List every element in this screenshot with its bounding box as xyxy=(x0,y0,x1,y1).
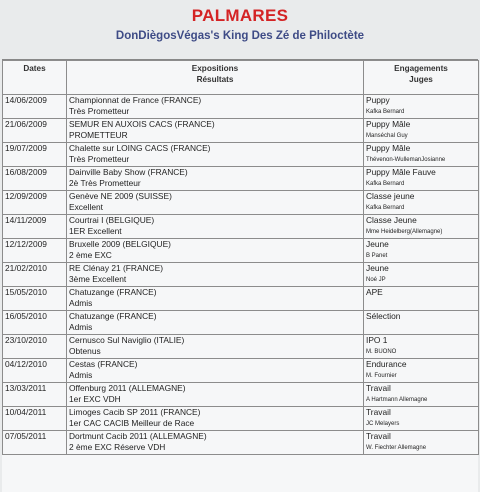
table-row xyxy=(3,407,479,431)
engagement-value: Puppy Mâle xyxy=(366,143,411,153)
engagement-cell xyxy=(364,287,479,311)
table-row xyxy=(3,215,479,239)
engagement-value: Puppy Mâle xyxy=(366,119,411,129)
engagement-cell xyxy=(364,143,479,167)
header-expositions xyxy=(67,61,364,95)
judge-value: Kafka Bernard xyxy=(366,205,405,211)
engagement-value: Travail xyxy=(366,431,391,441)
date-value: 19/07/2009 xyxy=(5,143,47,153)
engagement-cell xyxy=(364,431,479,455)
engagement-cell xyxy=(364,407,479,431)
date-value: 21/06/2009 xyxy=(5,119,47,129)
exposition-value: Chatuzange (FRANCE) xyxy=(69,287,157,297)
date-value: 07/05/2011 xyxy=(5,431,47,441)
exposition-value: SEMUR EN AUXOIS CACS (FRANCE) xyxy=(69,119,215,129)
result-value: 1er CAC CACIB Meilleur de Race xyxy=(69,418,195,428)
engagement-value: Sélection xyxy=(366,311,401,321)
exposition-value: Offenburg 2011 (ALLEMAGNE) xyxy=(69,383,186,393)
engagement-value: Jeune xyxy=(366,239,389,249)
result-value: Très Prometteur xyxy=(69,106,130,116)
exposition-cell xyxy=(67,383,364,407)
exposition-cell xyxy=(67,407,364,431)
judge-value: Mme Heidelberg(Allemagne) xyxy=(366,229,443,235)
date-cell xyxy=(3,167,67,191)
date-value: 04/12/2010 xyxy=(5,359,47,369)
engagement-value: Travail xyxy=(366,383,391,393)
engagement-value: APE xyxy=(366,287,383,297)
date-cell xyxy=(3,143,67,167)
exposition-value: Dainville Baby Show (FRANCE) xyxy=(69,167,188,177)
engagement-cell xyxy=(364,167,479,191)
header-engagements xyxy=(364,61,479,95)
engagement-cell xyxy=(364,191,479,215)
palmares-table-container xyxy=(2,59,478,492)
judge-value: Thévenon-WullemanJosianne xyxy=(366,157,446,163)
exposition-cell xyxy=(67,239,364,263)
header-resultats-label: Résultats xyxy=(196,75,234,84)
judge-value: Kafka Bernard xyxy=(366,109,405,115)
exposition-cell xyxy=(67,143,364,167)
table-row xyxy=(3,167,479,191)
judge-value: M. Fournier xyxy=(366,373,397,379)
date-value: 10/04/2011 xyxy=(5,407,47,417)
palmares-table xyxy=(2,60,479,455)
engagement-cell xyxy=(364,359,479,383)
engagement-value: Classe Jeune xyxy=(366,215,417,225)
date-cell xyxy=(3,287,67,311)
result-value: 2 ème EXC Réserve VDH xyxy=(69,442,166,452)
table-row xyxy=(3,383,479,407)
engagement-value: Puppy Mâle Fauve xyxy=(366,167,436,177)
table-row xyxy=(3,335,479,359)
date-cell xyxy=(3,383,67,407)
engagement-cell xyxy=(364,95,479,119)
date-value: 21/02/2010 xyxy=(5,263,47,273)
date-cell xyxy=(3,359,67,383)
table-row xyxy=(3,311,479,335)
header-juges-label: Juges xyxy=(409,75,433,84)
exposition-cell xyxy=(67,191,364,215)
judge-value: Noé JP xyxy=(366,277,386,283)
date-cell xyxy=(3,119,67,143)
result-value: Très Prometteur xyxy=(69,154,130,164)
date-cell xyxy=(3,407,67,431)
table-row xyxy=(3,143,479,167)
exposition-value: Genève NE 2009 (SUISSE) xyxy=(69,191,172,201)
date-value: 13/03/2011 xyxy=(5,383,47,393)
engagement-value: Classe jeune xyxy=(366,191,415,201)
date-value: 14/06/2009 xyxy=(5,95,47,105)
result-value: Admis xyxy=(69,370,93,380)
table-row xyxy=(3,431,479,455)
engagement-cell xyxy=(364,311,479,335)
judge-value: Kafka Bernard xyxy=(366,181,405,187)
engagement-cell xyxy=(364,335,479,359)
result-value: Obtenus xyxy=(69,346,101,356)
date-value: 16/05/2010 xyxy=(5,311,47,321)
exposition-cell xyxy=(67,263,364,287)
date-value: 15/05/2010 xyxy=(5,287,47,297)
exposition-value: Cestas (FRANCE) xyxy=(69,359,138,369)
date-value: 12/12/2009 xyxy=(5,239,47,249)
table-row xyxy=(3,95,479,119)
exposition-value: Chalette sur LOING CACS (FRANCE) xyxy=(69,143,211,153)
date-value: 23/10/2010 xyxy=(5,335,47,345)
engagement-value: Puppy xyxy=(366,95,390,105)
judge-value: B Panet xyxy=(366,253,388,259)
table-row xyxy=(3,287,479,311)
engagement-cell xyxy=(364,383,479,407)
exposition-value: Limoges Cacib SP 2011 (FRANCE) xyxy=(69,407,201,417)
date-value: 14/11/2009 xyxy=(5,215,47,225)
page-header xyxy=(0,0,480,58)
date-value: 16/08/2009 xyxy=(5,167,47,177)
date-cell xyxy=(3,191,67,215)
engagement-value: Jeune xyxy=(366,263,389,273)
exposition-cell xyxy=(67,359,364,383)
engagement-cell xyxy=(364,119,479,143)
engagement-cell xyxy=(364,263,479,287)
judge-value: Manséchal Guy xyxy=(366,133,408,139)
exposition-cell xyxy=(67,431,364,455)
exposition-value: Dortmunt Cacib 2011 (ALLEMAGNE) xyxy=(69,431,207,441)
table-row xyxy=(3,191,479,215)
table-row xyxy=(3,263,479,287)
engagement-cell xyxy=(364,215,479,239)
table-header-row xyxy=(3,61,479,95)
exposition-value: Cernusco Sul Naviglio (ITALIE) xyxy=(69,335,185,345)
table-row xyxy=(3,119,479,143)
result-value: Admis xyxy=(69,298,93,308)
date-cell xyxy=(3,215,67,239)
exposition-cell xyxy=(67,215,364,239)
judge-value: JC Melayers xyxy=(366,421,400,427)
page-subtitle: DonDiègosVégas's King Des Zé de Philoctète xyxy=(115,30,365,42)
result-value: Admis xyxy=(69,322,93,332)
result-value: 1ER Excellent xyxy=(69,226,122,236)
result-value: Excellent xyxy=(69,202,103,212)
result-value: PROMETTEUR xyxy=(69,130,128,140)
date-cell xyxy=(3,95,67,119)
date-value: 12/09/2009 xyxy=(5,191,47,201)
exposition-value: RE Clénay 21 (FRANCE) xyxy=(69,263,164,273)
header-expositions-label: Expositions xyxy=(191,64,239,73)
result-value: 2è Très Prometteur xyxy=(69,178,141,188)
table-row xyxy=(3,359,479,383)
exposition-cell xyxy=(67,167,364,191)
exposition-value: Courtrai I (BELGIQUE) xyxy=(69,215,155,225)
result-value: 1er EXC VDH xyxy=(69,394,121,404)
header-engagements-label: Engagements xyxy=(394,64,448,73)
judge-value: A Hartmann Allemagne xyxy=(366,397,428,403)
date-cell xyxy=(3,239,67,263)
exposition-cell xyxy=(67,119,364,143)
page-title: PALMARES xyxy=(191,6,289,25)
engagement-value: Travail xyxy=(366,407,391,417)
result-value: 3ème Excellent xyxy=(69,274,127,284)
exposition-value: Chatuzange (FRANCE) xyxy=(69,311,157,321)
header-dates xyxy=(3,61,67,95)
result-value: 2 ème EXC xyxy=(69,250,112,260)
date-cell xyxy=(3,311,67,335)
judge-value xyxy=(366,298,476,310)
exposition-cell xyxy=(67,335,364,359)
judge-value: M. BUONO xyxy=(366,349,397,355)
exposition-value: Bruxelle 2009 (BELGIQUE) xyxy=(69,239,171,249)
header-dates-label: Dates xyxy=(23,64,46,73)
judge-value: W. Fiechter Allemagne xyxy=(366,445,427,451)
date-cell xyxy=(3,263,67,287)
engagement-value: Endurance xyxy=(366,359,407,369)
date-cell xyxy=(3,431,67,455)
engagement-cell xyxy=(364,239,479,263)
exposition-value: Championnat de France (FRANCE) xyxy=(69,95,202,105)
table-row xyxy=(3,239,479,263)
exposition-cell xyxy=(67,95,364,119)
exposition-cell xyxy=(67,311,364,335)
engagement-value: IPO 1 xyxy=(366,335,388,345)
judge-value xyxy=(366,322,476,334)
exposition-cell xyxy=(67,287,364,311)
date-cell xyxy=(3,335,67,359)
